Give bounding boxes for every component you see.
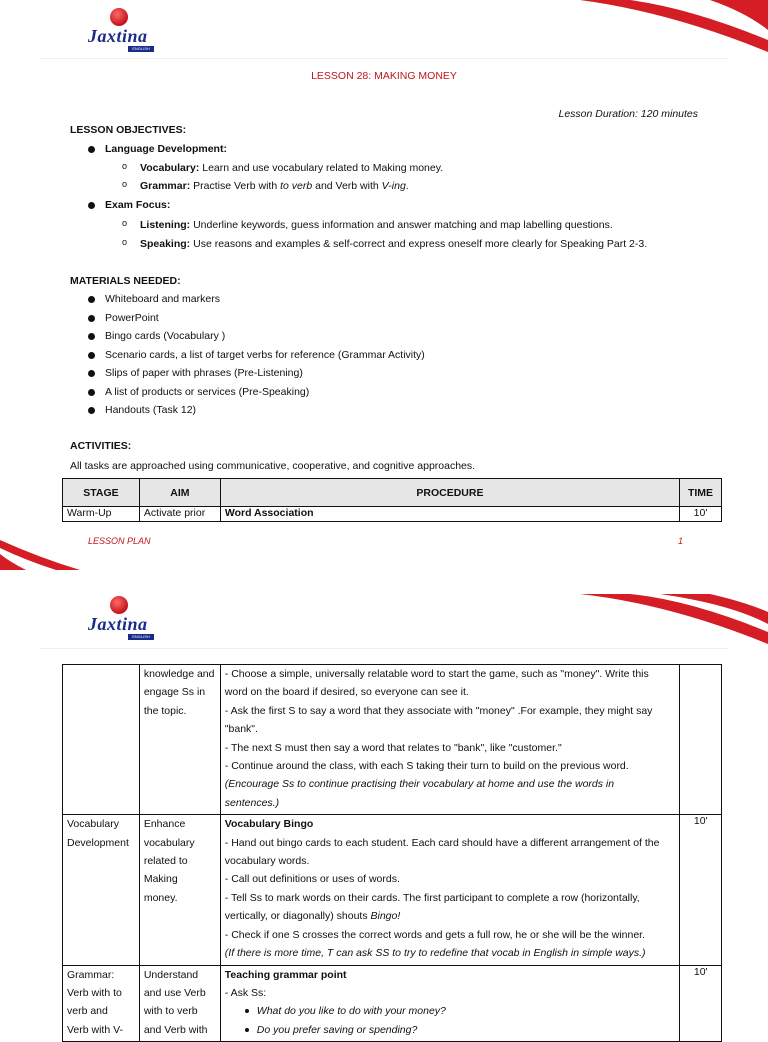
material-item: Scenario cards, a list of target verbs for reference (Grammar Activity): [88, 349, 408, 361]
brand-logo: [88, 8, 158, 52]
table-row: [63, 965, 722, 1042]
col-procedure: PROCEDURE: [220, 479, 679, 507]
header-swoosh-icon: [560, 588, 768, 648]
cell-stage: [63, 665, 140, 815]
logo-subtext: ENGLISH: [128, 46, 154, 52]
activities-intro: All tasks are approached using communicative, cooperative, and cognitive approaches.: [70, 460, 476, 472]
logo-text: Jaxtina: [88, 26, 148, 46]
objective-grammar: o Grammar: Practise Verb with to verb and Verb with V-ing.: [122, 180, 391, 192]
activities-heading: ACTIVITIES:: [70, 440, 132, 452]
objective-exam-focus: Exam Focus:: [88, 199, 153, 211]
cell-aim: Enhance vocabulary related to Making money.: [139, 815, 220, 965]
lesson-duration: Lesson Duration: 120 minutes: [558, 108, 698, 120]
objective-vocabulary: o Vocabulary: Learn and use vocabulary related to Making money.: [122, 162, 425, 174]
header-swoosh-icon: [560, 0, 768, 60]
cell-stage: Warm-Up: [63, 507, 140, 522]
cell-time: 10': [680, 815, 722, 965]
page-gap: [0, 570, 768, 588]
list-item: What do you like to do with your money?: [225, 1002, 676, 1020]
table-row: [63, 815, 722, 965]
activities-table-continued: [62, 664, 722, 1042]
material-item: Whiteboard and markers: [88, 293, 203, 305]
objective-speaking: o Speaking: Use reasons and examples & self-correct and express oneself more clearly for Speaking Part 2-3.: [122, 238, 629, 250]
material-item: Bingo cards (Vocabulary ): [88, 330, 208, 342]
logo-ball-icon: [110, 596, 128, 614]
cell-aim: Activate prior: [139, 507, 220, 522]
cell-procedure: Vocabulary Bingo - Hand out bingo cards to each student. Each card should have a different arrangement of the vocabulary words. - Call out definitions or uses of words. - Tell Ss to mark words on their cards. The first participant to complete a row (horizontally, vertically, or diagonally) shouts Bingo! - Check if one S crosses the correct words and gets a full row, he or she will be the winner. (If there is more time, T can ask SS to try to redefine that vocab in English in simple ways.): [220, 815, 680, 965]
material-item: Handouts (Task 12): [88, 404, 179, 416]
logo-text: Jaxtina: [88, 614, 148, 634]
cell-procedure: - Choose a simple, universally relatable word to start the game, such as "money". Write this word on the board if desired, so everyone can see it. - Ask the first S to say a word that they associate with "money" .For example, they might say "bank". - The next S must then say a word that relates to "bank", like "customer." - Continue around the class, with each S taking their turn to build on the previous word. (Encourage Ss to continue practising their vocabulary at home and use the words in sentences.): [220, 665, 680, 815]
materials-heading: MATERIALS NEEDED:: [70, 275, 181, 287]
material-item: PowerPoint: [88, 312, 142, 324]
col-time: TIME: [680, 479, 722, 507]
cell-procedure: Teaching grammar point - Ask Ss: What do you like to do with your money? Do you prefer saving or spending?: [220, 965, 680, 1042]
material-item: Slips of paper with phrases (Pre-Listening): [88, 367, 286, 379]
objectives-heading: LESSON OBJECTIVES:: [70, 124, 187, 136]
lesson-title: LESSON 28: MAKING MONEY: [311, 70, 457, 82]
cell-time: 10': [680, 507, 722, 522]
objective-listening: o Listening: Underline keywords, guess information and answer matching and map labelling questions.: [122, 219, 595, 231]
cell-stage: Grammar: Verb with to verb and Verb with V-: [63, 965, 140, 1042]
col-aim: AIM: [139, 479, 220, 507]
logo-ball-icon: [110, 8, 128, 26]
cell-procedure-title: Word Association: [220, 507, 679, 522]
table-row: [63, 507, 722, 522]
header-divider: [40, 58, 728, 59]
footer-page-number: 1: [678, 536, 684, 546]
cell-stage: Vocabulary Development: [63, 815, 140, 965]
cell-time: [680, 665, 722, 815]
brand-logo: [88, 596, 158, 640]
list-item: Do you prefer saving or spending?: [225, 1021, 676, 1039]
header-divider: [40, 648, 728, 649]
cell-aim: Understand and use Verb with to verb and Verb with: [139, 965, 220, 1042]
col-stage: STAGE: [63, 479, 140, 507]
objective-language-development: Language Development:: [88, 143, 210, 155]
table-row: [63, 665, 722, 815]
footer-label: LESSON PLAN: [88, 536, 151, 546]
logo-subtext: ENGLISH: [128, 634, 154, 640]
activities-table-head: [62, 478, 722, 522]
document-page-2: [0, 588, 768, 1036]
cell-time: 10': [680, 965, 722, 1042]
material-item: A list of products or services (Pre-Speaking): [88, 386, 292, 398]
footer-swoosh-icon: [0, 530, 90, 570]
cell-aim: knowledge and engage Ss in the topic.: [139, 665, 220, 815]
